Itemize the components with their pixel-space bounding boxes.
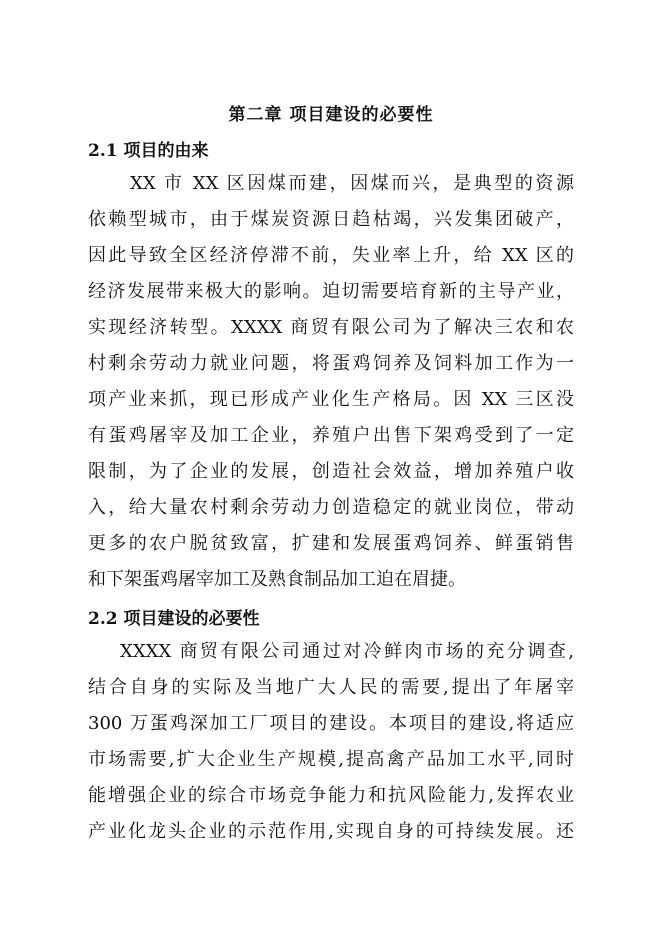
paragraph-line: XXXX 商贸有限公司通过对冷鲜肉市场的充分调查, [120,641,574,662]
paragraph-line: 因此导致全区经济停滞不前，失业率上升，给 XX 区的 [88,245,574,266]
section-heading-2-1: 2.1 项目的由来 [88,141,209,161]
paragraph-line: 项产业来抓，现已形成产业化生产格局。因 XX 三区没 [88,389,574,410]
paragraph-line: 村剩余劳动力就业问题，将蛋鸡饲养及饲料加工作为一 [88,353,574,374]
paragraph-line: 结合自身的实际及当地广大人民的需要,提出了年屠宰 [88,677,574,698]
section-heading-2-2: 2.2 项目建设的必要性 [88,609,260,629]
paragraph-line: 有蛋鸡屠宰及加工企业，养殖户出售下架鸡受到了一定 [88,425,574,446]
paragraph-line: XX 市 XX 区因煤而建，因煤而兴，是典型的资源 [130,173,574,194]
paragraph-line: 实现经济转型。XXXX 商贸有限公司为了解决三农和农 [88,317,574,338]
chapter-title: 第二章 项目建设的必要性 [228,105,434,125]
paragraph-line: 和下架蛋鸡屠宰加工及熟食制品加工迫在眉捷。 [88,569,466,590]
paragraph-line: 入，给大量农村剩余劳动力创造稳定的就业岗位，带动 [88,497,574,518]
paragraph-line: 依赖型城市，由于煤炭资源日趋枯竭，兴发集团破产， [88,209,574,230]
paragraph-line: 300 万蛋鸡深加工厂项目的建设。本项目的建设,将适应 [88,713,574,734]
paragraph-line: 经济发展带来极大的影响。迫切需要培育新的主导产业， [88,281,574,302]
paragraph-line: 产业化龙头企业的示范作用,实现自身的可持续发展。还 [88,821,574,842]
paragraph-line: 更多的农户脱贫致富，扩建和发展蛋鸡饲养、鲜蛋销售 [88,533,574,554]
paragraph-line: 能增强企业的综合市场竞争能力和抗风险能力,发挥农业 [88,785,574,806]
paragraph-line: 市场需要,扩大企业生产规模,提高禽产品加工水平,同时 [88,749,574,770]
paragraph-line: 限制，为了企业的发展，创造社会效益，增加养殖户收 [88,461,574,482]
